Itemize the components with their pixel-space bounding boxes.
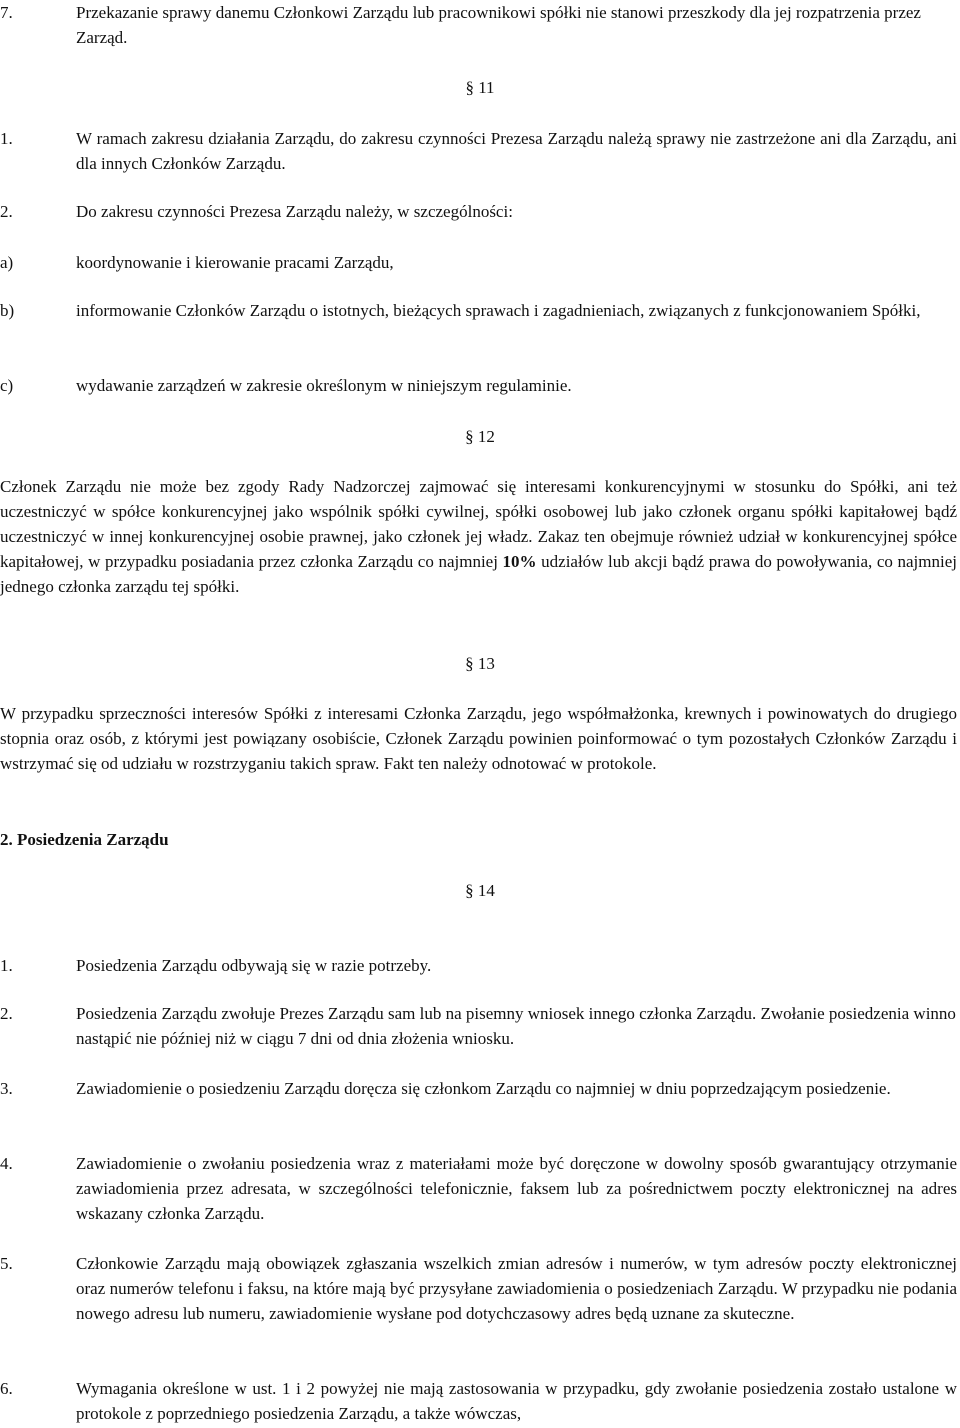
s14-item-2 [0,1001,957,1051]
item-text: Członkowie Zarządu mają obowiązek zgłaszania wszelkich zmian adresów i numerów, w tym adresów poczty elektronicznej oraz numerów telefonu i faksu, na które mają być przysyłane zawiadomienia o posiedzeniach Zarządu. W przypadku nie podania nowego adresu lub numeru, zawiadomienie wysłane pod dotychczasowy adres będą uznane za skuteczne. [76,1254,957,1323]
s14-item-5 [0,1251,957,1326]
s12-paragraph: Członek Zarządu nie może bez zgody Rady Nadzorczej zajmować się interesami konkurencyjnymi w stosunku do Spółki, ani też uczestniczyć w spółce konkurencyjnej jako wspólnik spółki cywilnej, spółki osobowej lub jako członek organu spółki kapitałowej bądź uczestniczyć w innej konkurencyjnej osobie prawnej, jako członek jej władz. Zakaz ten obejmuje również udział w konkurencyjnej spółce kapitałowej, w przypadku posiadania przez członka Zarządu co najmniej 10% udziałów lub akcji bądź prawa do powoływania, co najmniej jednego członka zarządu tej spółki. [0,477,957,596]
item-text: Wymagania określone w ust. 1 i 2 powyżej nie mają zastosowania w przypadku, gdy zwołanie posiedzenia zostało ustalone w protokole z poprzedniego posiedzenia Zarządu, a także wówczas, [76,1379,957,1423]
chapter-heading: 2. Posiedzenia Zarządu [0,830,169,849]
item-text: koordynowanie i kierowanie pracami Zarządu, [76,253,394,272]
item-letter: a) [0,253,14,272]
s11-item-a [0,250,957,275]
item-text: wydawanie zarządzeń w zakresie określonym w niniejszym regulaminie. [76,376,572,395]
item-number: 7. [0,3,13,22]
section-heading-11: § 11 [465,78,495,97]
item-letter: c) [0,376,14,395]
item-number: 2. [0,1004,13,1023]
s13-paragraph: W przypadku sprzeczności interesów Spółki z interesami Członka Zarządu, jego współmałżonka, krewnych i powinowatych do drugiego stopnia oraz osób, z którymi jest powiązany osobiście, Członek Zarządu powinien poinformować o tym pozostałych Członków Zarządu i wstrzymać się od udziału w rozstrzyganiu takich spraw. Fakt ten należy odnotować w protokole. [0,704,957,773]
item-number: 5. [0,1254,13,1273]
section-heading-13: § 13 [465,654,495,673]
item-number: 6. [0,1379,13,1398]
s11-item-2 [0,199,957,224]
s11-item-1 [0,126,957,176]
item-text: Zawiadomienie o posiedzeniu Zarządu doręcza się członkom Zarządu co najmniej w dniu poprzedzającym posiedzenie. [76,1079,891,1098]
s14-item-6 [0,1376,957,1426]
item-text: Posiedzenia Zarządu zwołuje Prezes Zarządu sam lub na pisemny wniosek innego członka Zarządu. Zwołanie posiedzenia winno nastąpić nie później niż w ciągu 7 dni od dnia złożenia wniosku. [76,1004,956,1048]
s14-item-1 [0,953,957,978]
item-number: 2. [0,202,13,221]
item-text: Do zakresu czynności Prezesa Zarządu należy, w szczególności: [76,202,513,221]
item-number: 3. [0,1079,13,1098]
s11-item-b [0,298,957,323]
item-letter: b) [0,301,15,320]
percent-value: 10% [502,552,537,571]
section-heading-12: § 12 [465,427,495,446]
item-text: Zawiadomienie o zwołaniu posiedzenia wraz z materiałami może być doręczone w dowolny sposób gwarantujący otrzymanie zawiadomienia przez adresata, w szczególności telefonicznie, faksem lub za pośrednictwem poczty elektronicznej na adres wskazany członka Zarządu. [76,1154,957,1223]
item-text: Przekazanie sprawy danemu Członkowi Zarządu lub pracownikowi spółki nie stanowi przeszkody dla jej rozpatrzenia przez Zarząd. [76,3,921,47]
item-number: 1. [0,956,13,975]
item-number: 4. [0,1154,13,1173]
s14-item-4 [0,1151,957,1226]
item-text: W ramach zakresu działania Zarządu, do zakresu czynności Prezesa Zarządu należą sprawy nie zastrzeżone ani dla Zarządu, ani dla innych Członków Zarządu. [76,129,957,173]
item-text: Posiedzenia Zarządu odbywają się w razie potrzeby. [76,956,432,975]
s11-item-c [0,373,957,398]
s14-item-3 [0,1076,957,1101]
section-heading-14: § 14 [465,881,495,900]
item-number: 1. [0,129,13,148]
paragraph-7 [0,0,957,50]
item-text: informowanie Członków Zarządu o istotnych, bieżących sprawach i zagadnieniach, związanych z funkcjonowaniem Spółki, [76,301,921,320]
